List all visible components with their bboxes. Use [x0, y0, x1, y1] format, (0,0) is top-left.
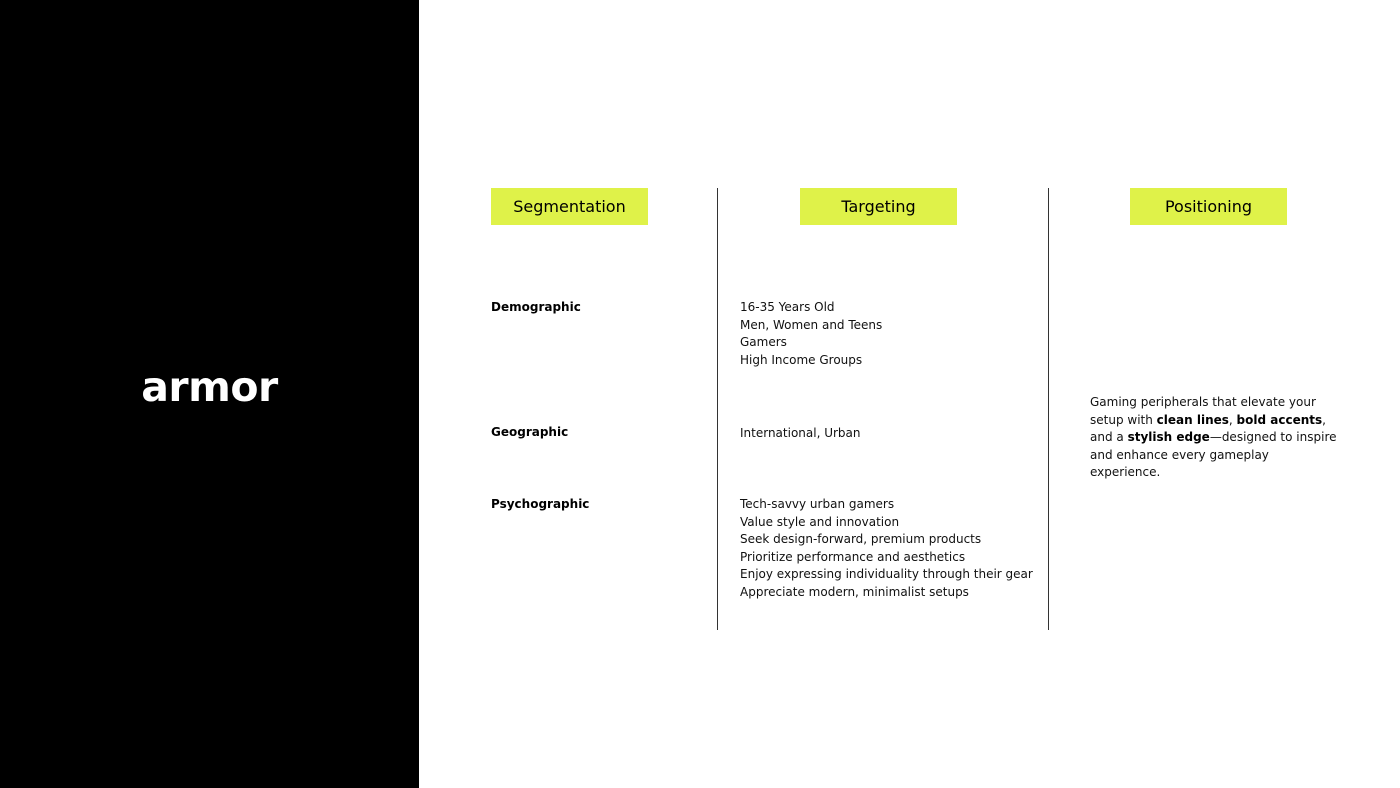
- list-item: Tech-savvy urban gamers: [740, 497, 895, 511]
- list-item: High Income Groups: [740, 352, 863, 367]
- list-item: Value style and innovation: [740, 514, 900, 529]
- segment-label-psychographic: Psychographic: [491, 497, 590, 511]
- positioning-emphasis: bold accents: [1236, 412, 1323, 427]
- list-item: 16-35 Years Old: [740, 300, 835, 314]
- positioning-text-part: ,: [1228, 412, 1237, 427]
- targeting-list-psychographic: [740, 496, 1033, 601]
- positioning-text-part: , and a: [1090, 412, 1326, 444]
- list-item: Prioritize performance and aesthetics: [740, 549, 966, 564]
- segment-label-demographic: Demographic: [491, 300, 581, 314]
- list-item: Enjoy expressing individuality through their gear: [740, 567, 1033, 581]
- targeting-list-demographic: [740, 299, 882, 369]
- list-item: International, Urban: [740, 426, 861, 440]
- column-divider-2: [1048, 188, 1049, 630]
- brand-logo: armor: [141, 363, 278, 411]
- positioning-text-part: —designed to inspire and enhance every gameplay experience.: [1090, 430, 1337, 479]
- positioning-emphasis: clean lines: [1156, 412, 1229, 427]
- positioning-heading: Positioning: [1130, 188, 1287, 225]
- list-item: Seek design-forward, premium products: [740, 532, 982, 546]
- list-item: Gamers: [740, 335, 787, 349]
- positioning-emphasis: stylish edge: [1127, 430, 1210, 444]
- list-item: Men, Women and Teens: [740, 317, 883, 332]
- column-divider-1: [717, 188, 718, 630]
- brand-panel: [0, 0, 419, 788]
- targeting-list-geographic: [740, 425, 861, 443]
- positioning-text-part: Gaming peripherals that elevate your setup with: [1090, 395, 1316, 427]
- list-item: Appreciate modern, minimalist setups: [740, 584, 969, 599]
- targeting-heading: Targeting: [800, 188, 957, 225]
- stp-content: [419, 0, 1400, 788]
- segment-label-geographic: Geographic: [491, 425, 569, 439]
- segmentation-heading: Segmentation: [491, 188, 648, 225]
- positioning-statement: [1090, 394, 1340, 482]
